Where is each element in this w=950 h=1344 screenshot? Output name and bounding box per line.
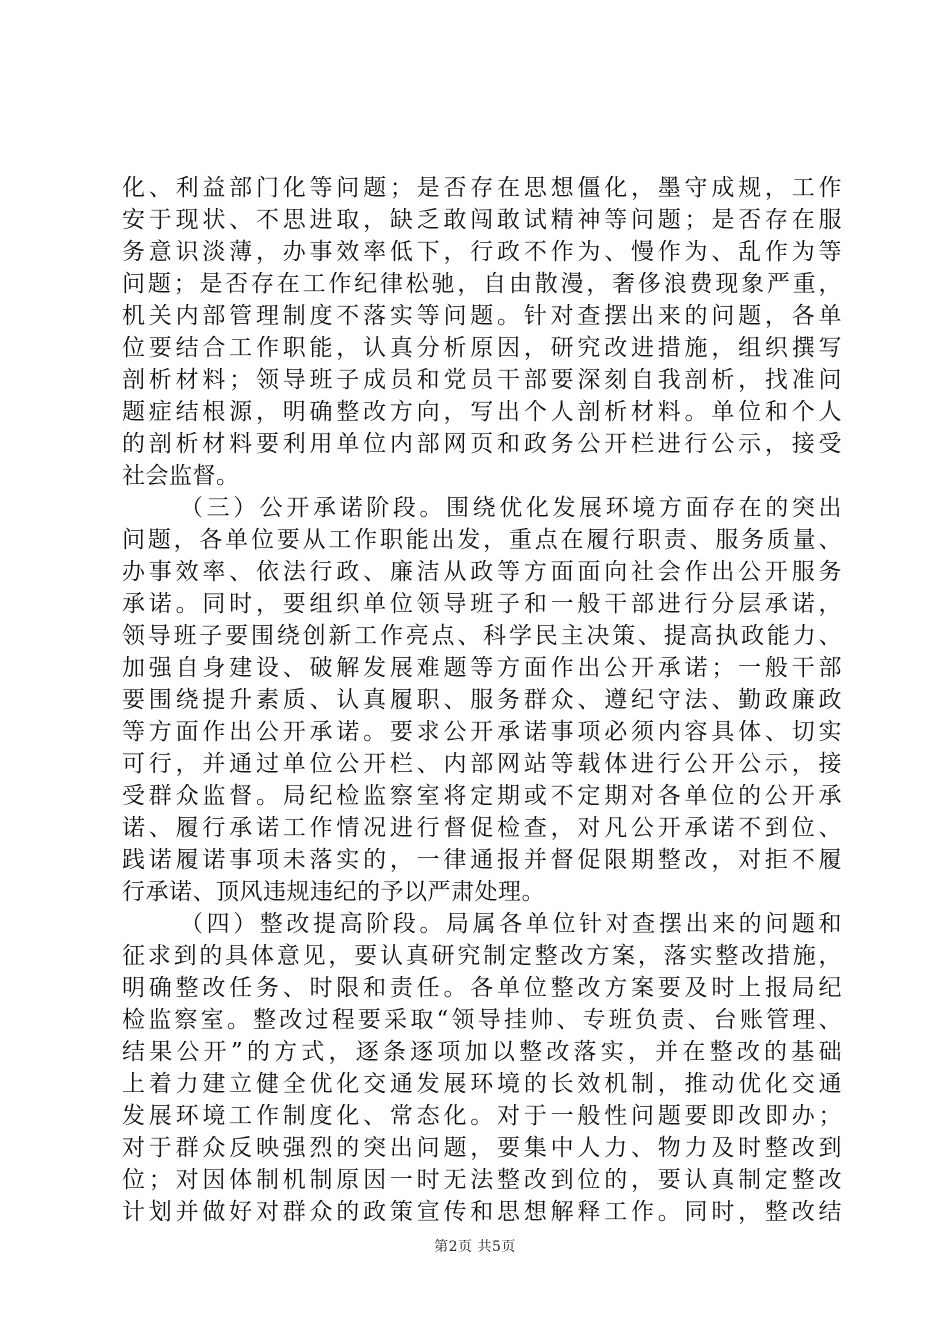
text-line: 题症结根源，明确整改方向，写出个人剖析材料。单位和个人 (122, 399, 842, 425)
text-line: 对于群众反映强烈的突出问题，要集中人力、物力及时整改到 (122, 1135, 842, 1161)
text-line: 安于现状、不思进取，缺乏敢闯敢试精神等问题；是否存在服 (122, 207, 842, 233)
text-line: 践诺履诺事项未落实的，一律通报并督促限期整改，对拒不履 (122, 847, 842, 873)
text-line: 化、利益部门化等问题；是否存在思想僵化，墨守成规，工作 (122, 175, 842, 201)
section-heading-line: （三）公开承诺阶段。围绕优化发展环境方面存在的突出 (180, 495, 842, 521)
text-line: 诺、履行承诺工作情况进行督促检查，对凡公开承诺不到位、 (122, 815, 842, 841)
text-line: 位；对因体制机制原因一时无法整改到位的，要认真制定整改 (122, 1167, 842, 1193)
text-line: 检监察室。整改过程要采取“领导挂帅、专班负责、台账管理、 (122, 1007, 842, 1033)
page-number-footer: 第2页 共5页 (434, 1239, 516, 1255)
text-line: 结果公开”的方式，逐条逐项加以整改落实，并在整改的基础 (122, 1039, 842, 1065)
text-line: 问题；是否存在工作纪律松驰，自由散漫，奢侈浪费现象严重， (122, 271, 842, 297)
text-line: 可行，并通过单位公开栏、内部网站等载体进行公开公示，接 (122, 751, 842, 777)
text-line: 机关内部管理制度不落实等问题。针对查摆出来的问题，各单 (122, 303, 842, 329)
body-text (122, 172, 842, 1228)
text-line: 务意识淡薄，办事效率低下，行政不作为、慢作为、乱作为等 (122, 239, 842, 265)
text-line: 受群众监督。局纪检监察室将定期或不定期对各单位的公开承 (122, 783, 842, 809)
text-line: 征求到的具体意见，要认真研究制定整改方案，落实整改措施， (122, 943, 842, 969)
text-line: 的剖析材料要利用单位内部网页和政务公开栏进行公示，接受 (122, 431, 842, 457)
text-line: 承诺。同时，要组织单位领导班子和一般干部进行分层承诺， (122, 591, 842, 617)
text-line: 明确整改任务、时限和责任。各单位整改方案要及时上报局纪 (122, 975, 842, 1001)
section-heading-line: （四）整改提高阶段。局属各单位针对查摆出来的问题和 (180, 911, 842, 937)
text-line: 社会监督。 (122, 463, 240, 489)
text-line: 加强自身建设、破解发展难题等方面作出公开承诺；一般干部 (122, 655, 842, 681)
text-line: 剖析材料；领导班子成员和党员干部要深刻自我剖析，找准问 (122, 367, 842, 393)
text-line: 行承诺、顶风违规违纪的予以严肃处理。 (122, 879, 545, 905)
text-line: 发展环境工作制度化、常态化。对于一般性问题要即改即办； (122, 1103, 842, 1129)
text-line: 等方面作出公开承诺。要求公开承诺事项必须内容具体、切实 (122, 719, 842, 745)
text-line: 办事效率、依法行政、廉洁从政等方面面向社会作出公开服务 (122, 559, 842, 585)
text-line: 领导班子要围绕创新工作亮点、科学民主决策、提高执政能力、 (122, 623, 842, 649)
text-line: 位要结合工作职能，认真分析原因，研究改进措施，组织撰写 (122, 335, 842, 361)
text-line: 要围绕提升素质、认真履职、服务群众、遵纪守法、勤政廉政 (122, 687, 842, 713)
text-line: 问题，各单位要从工作职能出发，重点在履行职责、服务质量、 (122, 527, 842, 553)
text-line: 计划并做好对群众的政策宣传和思想解释工作。同时，整改结 (122, 1199, 842, 1225)
text-line: 上着力建立健全优化交通发展环境的长效机制，推动优化交通 (122, 1071, 842, 1097)
